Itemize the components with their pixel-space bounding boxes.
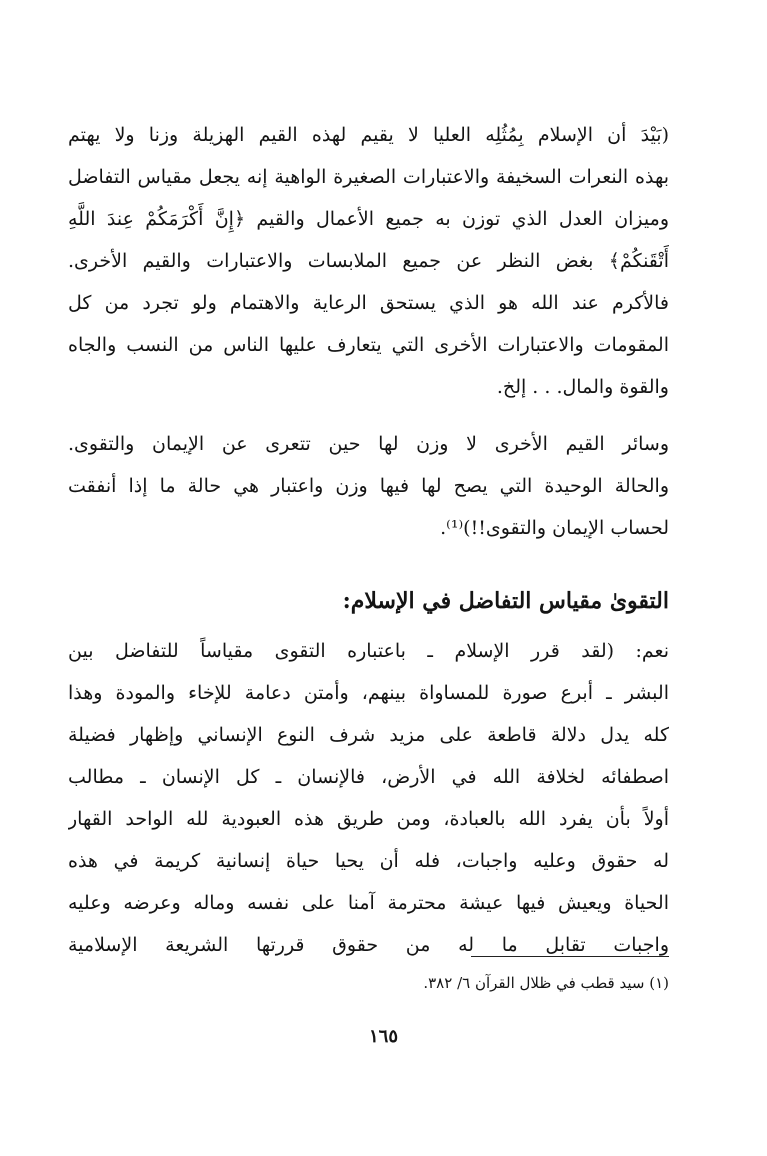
paragraph-2: [68, 423, 669, 549]
text-line: أولاً بأن يفرد الله بالعبادة، ومن طريق هذه العبودية لله الواحد القهار: [68, 808, 669, 830]
footnote-divider: [471, 956, 669, 957]
text-line: المقومات والاعتبارات الأخرى التي يتعارف عليها الناس من النسب والجاه: [68, 334, 669, 356]
section-heading: التقوىٰ مقياس التفاضل في الإسلام:: [342, 588, 669, 614]
text-line: البشر ـ أبرع صورة للمساواة بينهم، وأمتن دعامة للإخاء والمودة وهذا: [68, 682, 669, 704]
text-line: فالأكرم عند الله هو الذي يستحق الرعاية والاهتمام ولو تجرد من كل: [68, 292, 669, 314]
text-line: كله يدل دلالة قاطعة على مزيد شرف النوع الإنساني وإظهار فضيلة: [68, 724, 669, 746]
text-line: وسائر القيم الأخرى لا وزن لها حين تتعرى عن الإيمان والتقوى.: [68, 433, 669, 455]
text-line: واجبات تقابل ما له من حقوق قررتها الشريعة الإسلامية: [68, 934, 669, 956]
text-line: بهذه النعرات السخيفة والاعتبارات الصغيرة الواهية إنه يجعل مقياس التفاضل: [68, 166, 669, 188]
text-line: الحياة ويعيش فيها عيشة محترمة آمنا على نفسه وماله وعرضه وعليه: [68, 892, 669, 914]
text-line: أَتْقَنكُمْ﴾ بغض النظر عن جميع الملابسات والاعتبارات والقيم الأخرى.: [68, 250, 669, 272]
text-line: اصطفائه لخلافة الله في الأرض، فالإنسان ـ كل الإنسان ـ مطالب: [68, 766, 669, 788]
text-line: له حقوق وعليه واجبات، فله أن يحيا حياة إنسانية كريمة في هذه: [68, 850, 669, 872]
text-line: (بَيْدَ أن الإسلام بِمُثُلِه العليا لا يقيم لهذه القيم الهزيلة وزنا ولا يهتم: [68, 124, 669, 146]
text-line: لحساب الإيمان والتقوى!!)⁽¹⁾.: [440, 517, 669, 539]
footnote: (١) سيد قطب في ظلال القرآن ٦/ ٣٨٢.: [423, 974, 669, 992]
paragraph-3: [68, 630, 669, 966]
page-number: ١٦٥: [368, 1026, 398, 1047]
paragraph-1: [68, 114, 669, 408]
text-line: نعم: (لقد قرر الإسلام ـ باعتباره التقوى مقياساً للتفاضل بين: [68, 640, 669, 662]
text-line: والقوة والمال. . . إلخ.: [496, 376, 669, 398]
text-line: وميزان العدل الذي توزن به جميع الأعمال والقيم ﴿إِنَّ أَكْرَمَكُمْ عِندَ اللَّهِ: [68, 208, 669, 230]
text-line: والحالة الوحيدة التي يصح لها فيها وزن واعتبار هي حالة ما إذا أنفقت: [68, 475, 669, 497]
